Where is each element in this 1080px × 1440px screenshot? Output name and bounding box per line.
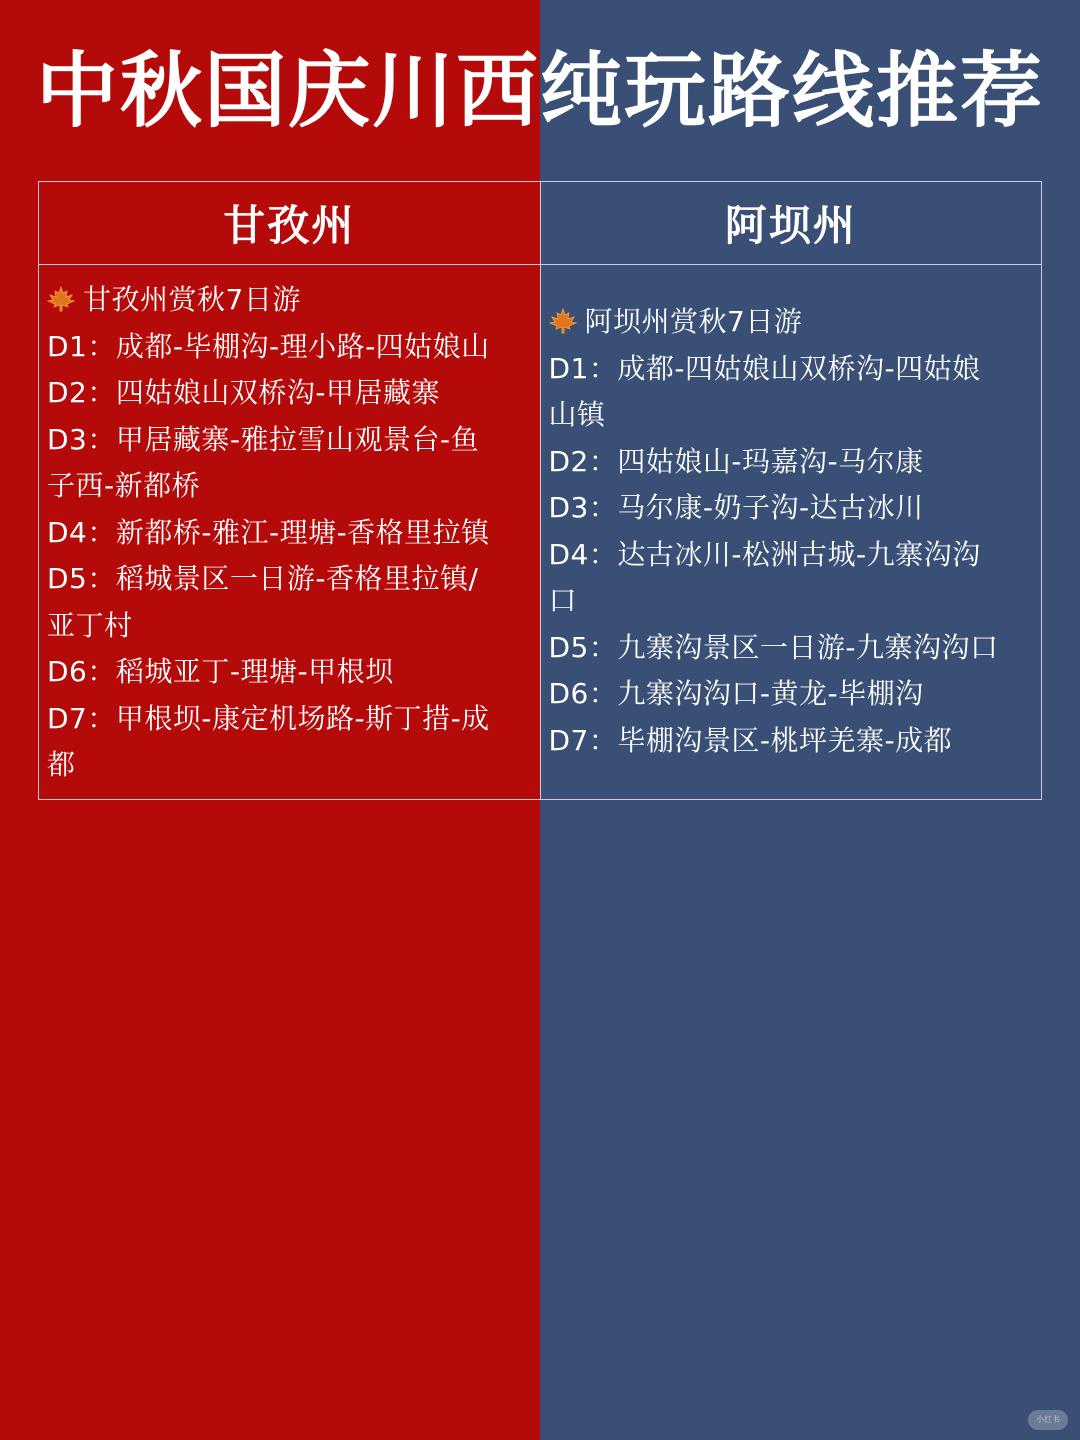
itinerary-title-text: 阿坝州赏秋7日游: [584, 305, 803, 339]
maple-leaf-icon: [549, 308, 577, 334]
itinerary-line: D1：成都-四姑娘山双桥沟-四姑娘: [548, 351, 981, 385]
itinerary-line: 都: [47, 748, 76, 781]
itinerary-title: [549, 299, 1034, 346]
route-table: [38, 181, 1042, 800]
itinerary-line: D6：九寨沟沟口-黄龙-毕棚沟: [548, 677, 924, 711]
column-header-aba: 阿坝州: [540, 182, 1042, 265]
ganzi-itinerary-cell: [39, 265, 541, 800]
aba-itinerary-cell: [540, 265, 1042, 800]
itinerary-line: D2：四姑娘山双桥沟-甲居藏寨: [47, 376, 440, 409]
itinerary-line: 口: [548, 584, 578, 618]
itinerary-line: D7：甲根坝-康定机场路-斯丁措-成: [47, 701, 490, 735]
itinerary-line: D3：马尔康-奶子沟-达古冰川: [548, 491, 924, 525]
itinerary-line: D3：甲居藏寨-雅拉雪山观景台-鱼: [47, 422, 480, 456]
itinerary-line: 山镇: [548, 398, 606, 432]
itinerary-line: 子西-新都桥: [47, 469, 201, 502]
itinerary-line: D1：成都-毕棚沟-理小路-四姑娘山: [47, 329, 490, 363]
itinerary-line: D4：新都桥-雅江-理塘-香格里拉镇: [47, 515, 490, 549]
itinerary-line: D6：稻城亚丁-理塘-甲根坝: [47, 655, 394, 688]
itinerary-line: D4：达古冰川-松洲古城-九寨沟沟: [548, 537, 981, 571]
itinerary-title: [47, 277, 532, 324]
table-body-row: [39, 265, 1042, 800]
itinerary-line: 亚丁村: [47, 608, 133, 642]
itinerary-line: D2：四姑娘山-玛嘉沟-马尔康: [548, 444, 924, 478]
column-header-ganzi: 甘孜州: [39, 182, 541, 265]
watermark-badge: 小红书: [1028, 1410, 1068, 1430]
itinerary-line: D5：稻城景区一日游-香格里拉镇/: [47, 562, 479, 595]
itinerary-line: D5：九寨沟景区一日游-九寨沟沟口: [548, 630, 999, 664]
page-title: 中秋国庆川西纯玩路线推荐: [35, 44, 1044, 139]
maple-leaf-icon: [47, 286, 75, 312]
itinerary-title-text: 甘孜州赏秋7日游: [83, 283, 301, 316]
table-header-row: [39, 182, 1042, 265]
itinerary-line: D7：毕棚沟景区-桃坪羌寨-成都: [548, 723, 953, 757]
